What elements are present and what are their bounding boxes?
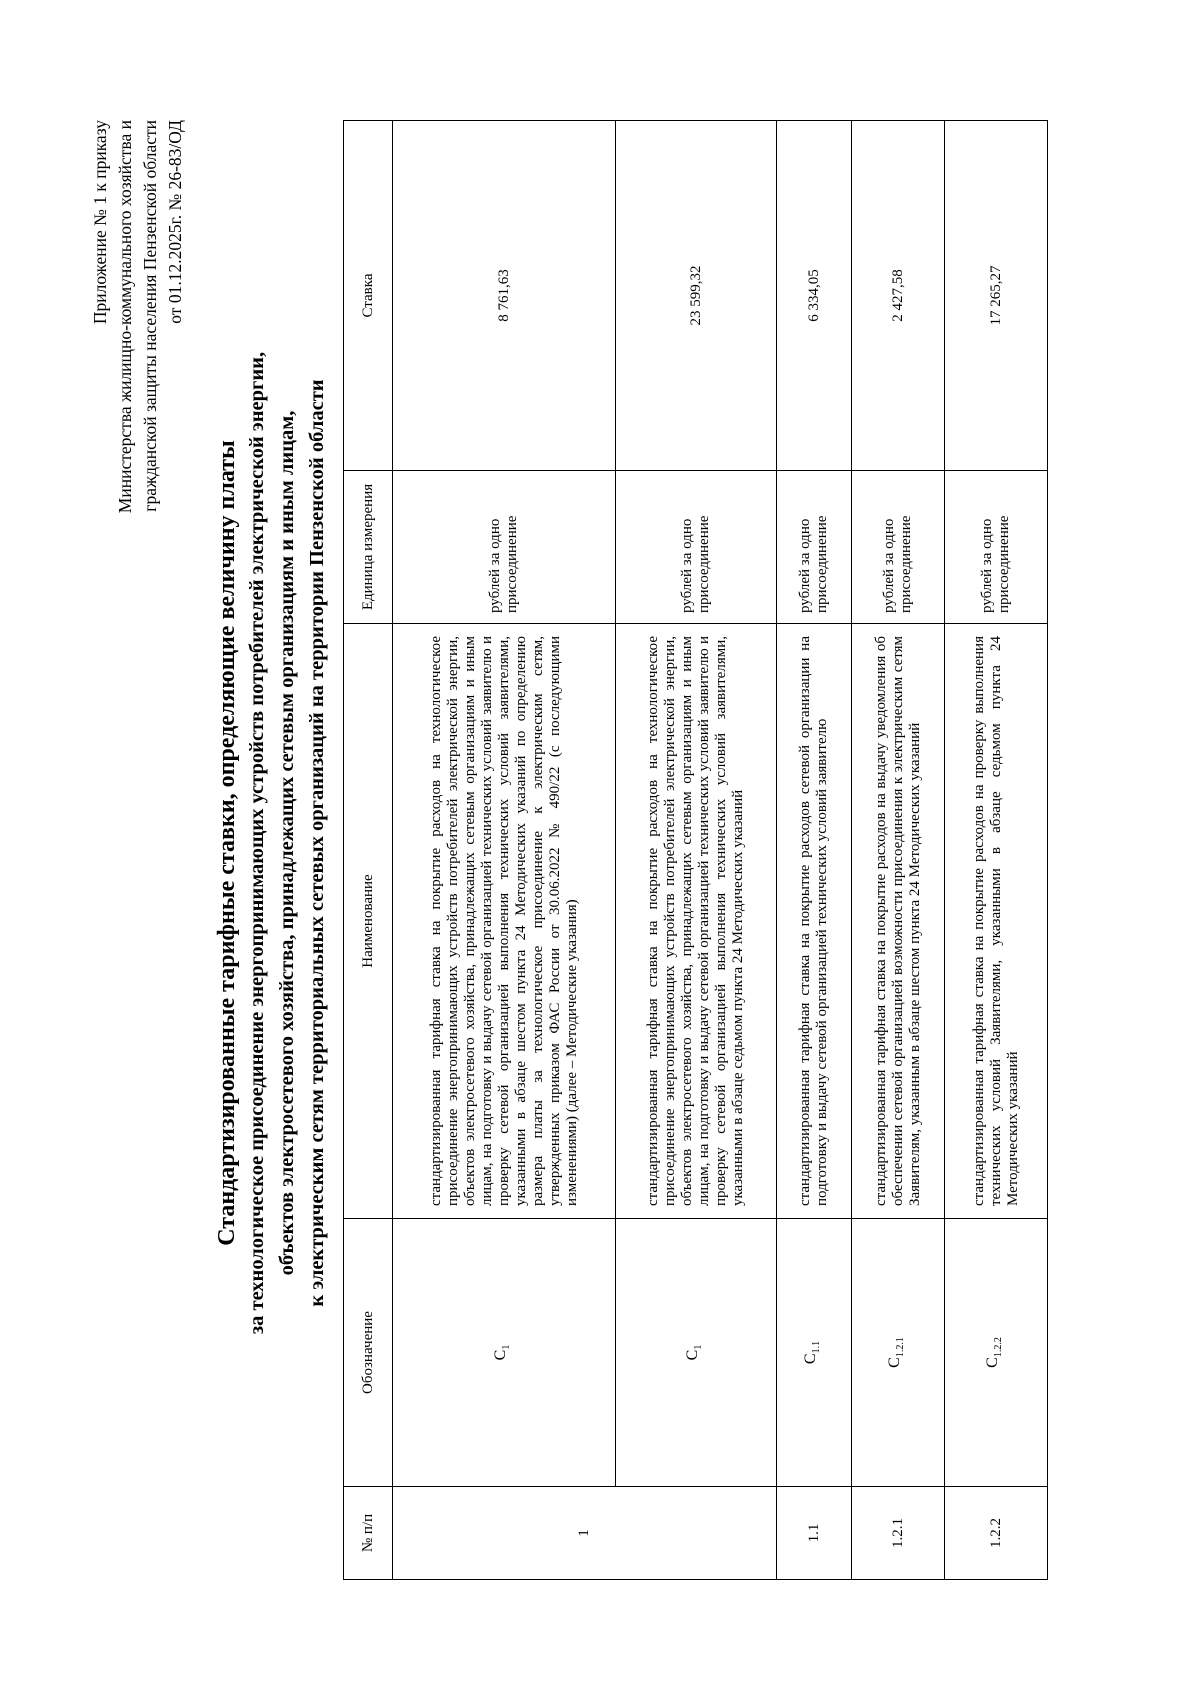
appendix-line: Министерства жилищно-коммунального хозяйства и xyxy=(115,120,135,514)
symbol-letter: С xyxy=(802,1353,820,1365)
row-rate: 17 265,27 xyxy=(945,121,1048,471)
row-unit: рублей за одно присоединение xyxy=(616,471,777,624)
header-num: № п/п xyxy=(344,1487,393,1580)
table-row xyxy=(945,121,1048,1580)
row-rate: 6 334,05 xyxy=(777,121,852,471)
row-name: стандартизированная тарифная ставка на покрытие расходов на проверку выполнения технических условий Заявителями, указанными в абзаце седьмом пункта 24 Методических указаний xyxy=(945,624,1048,1219)
row-symbol xyxy=(852,1219,945,1487)
symbol-letter: С xyxy=(886,1357,904,1368)
row-symbol xyxy=(777,1219,852,1487)
row-name: стандартизированная тарифная ставка на покрытие расходов на технологическое присоединение энергопринимающих устройств потребителей электрической энергии, объектов электросетевого хозяйства, принадлежащих сетевым организациям и иным лицам, на подготовку и выдачу сетевой организацией технических условий заявителю и проверку сетевой организацией выполнения технических условий заявителями, указанными в абзаце шестом пункта 24 Методических указаний по определению размера платы за технологическое присоединение к электрическим сетям, утвержденных приказом ФАС России от 30.06.2022 № 490/22 (с последующими изменениями) (далее – Методические указания) xyxy=(393,624,616,1219)
title-line: к электрическим сетям территориальных сетевых организаций на территории Пензенской области xyxy=(306,379,328,1307)
table-row xyxy=(393,121,616,1580)
table-header-row xyxy=(344,121,393,1580)
title-line: за технологическое присоединение энергопринимающих устройств потребителей электрической энергии, xyxy=(246,351,268,1335)
header-symbol: Обозначение xyxy=(344,1219,393,1487)
row-unit: рублей за одно присоединение xyxy=(945,471,1048,624)
title-line: объектов электросетевого хозяйства, принадлежащих сетевым организациям и иным лицам, xyxy=(276,410,298,1276)
appendix-header xyxy=(88,120,188,513)
row-num: 1 xyxy=(393,1487,777,1580)
symbol-subscript: 1.2.1 xyxy=(895,1337,907,1358)
row-name: стандартизированная тарифная ставка на покрытие расходов сетевой организации на подготовку и выдачу сетевой организацией технических условий заявителю xyxy=(777,624,852,1219)
rates-table xyxy=(343,120,1048,1580)
row-num: 1.1 xyxy=(777,1487,852,1580)
header-name: Наименование xyxy=(344,624,393,1219)
row-symbol xyxy=(393,1219,616,1487)
symbol-subscript: 1.2.2 xyxy=(993,1337,1005,1358)
row-name: стандартизированная тарифная ставка на покрытие расходов на технологическое присоединение энергопринимающих устройств потребителей электрической энергии, объектов электросетевого хозяйства, принадлежащих сетевым организациям и иным лицам, на подготовку и выдачу сетевой организацией технических условий заявителю и проверку сетевой организацией выполнения технических условий заявителями, указанными в абзаце седьмом пункта 24 Методических указаний xyxy=(616,624,777,1219)
row-unit: рублей за одно присоединение xyxy=(393,471,616,624)
row-symbol xyxy=(616,1219,777,1487)
row-name: стандартизированная тарифная ставка на покрытие расходов на выдачу уведомления об обеспечении сетевой организацией возможности присоединения к электрическим сетям Заявителям, указанным в абзаце шестом пункта 24 Методических указаний xyxy=(852,624,945,1219)
appendix-line: от 01.12.2025г. № 26-83/ОД xyxy=(165,120,185,324)
row-symbol xyxy=(945,1219,1048,1487)
title-line: Стандартизированные тарифные ставки, определяющие величину платы xyxy=(214,440,240,1246)
header-rate: Ставка xyxy=(344,121,393,471)
symbol-subscript: 1 xyxy=(501,1344,513,1350)
row-rate: 8 761,63 xyxy=(393,121,616,471)
symbol-letter: С xyxy=(492,1349,510,1361)
row-rate: 2 427,58 xyxy=(852,121,945,471)
table-row xyxy=(777,121,852,1580)
symbol-subscript: 1 xyxy=(693,1344,705,1350)
header-unit: Единица измерения xyxy=(344,471,393,624)
table-row xyxy=(852,121,945,1580)
appendix-line: гражданской защиты населения Пензенской области xyxy=(140,120,160,512)
row-unit: рублей за одно присоединение xyxy=(852,471,945,624)
document-title xyxy=(212,108,332,1578)
symbol-letter: С xyxy=(984,1357,1002,1368)
row-unit: рублей за одно присоединение xyxy=(777,471,852,624)
symbol-letter: С xyxy=(684,1349,702,1361)
symbol-subscript: 1.1 xyxy=(811,1340,823,1354)
table-row xyxy=(616,121,777,1580)
row-num: 1.2.2 xyxy=(945,1487,1048,1580)
row-num: 1.2.1 xyxy=(852,1487,945,1580)
row-rate: 23 599,32 xyxy=(616,121,777,471)
appendix-line: Приложение № 1 к приказу xyxy=(90,120,110,325)
